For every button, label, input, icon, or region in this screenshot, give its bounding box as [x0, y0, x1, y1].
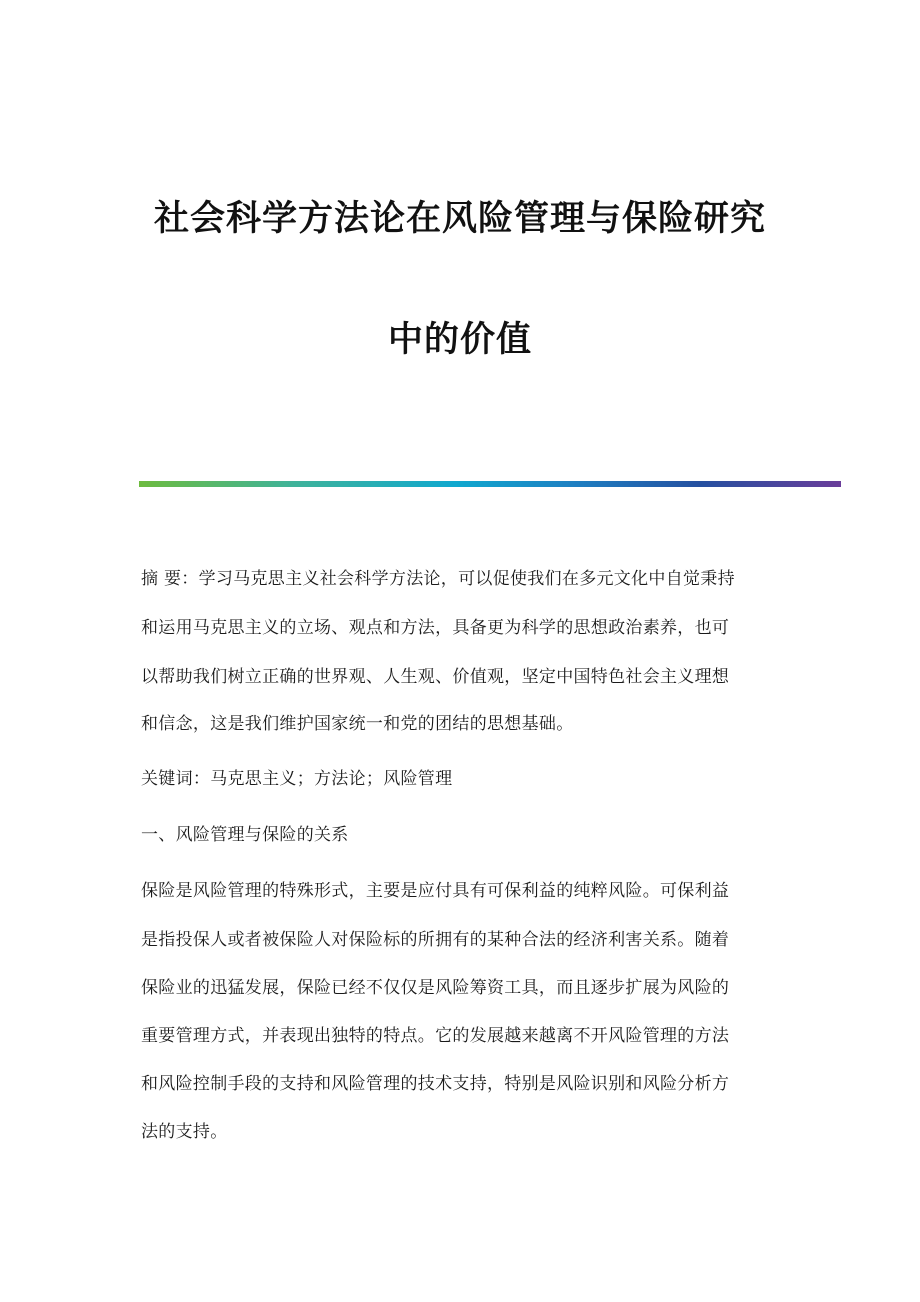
body-line-6: 法的支持。	[141, 1122, 228, 1142]
body-line-4: 重要管理方式，并表现出独特的特点。它的发展越来越离不开风险管理的方法	[141, 1026, 730, 1046]
document-title-line-1: 社会科学方法论在风险管理与保险研究	[153, 198, 766, 239]
body-line-1: 保险是风险管理的特殊形式，主要是应付具有可保利益的纯粹风险。可保利益	[141, 881, 730, 901]
body-line-5: 和风险控制手段的支持和风险管理的技术支持，特别是风险识别和风险分析方	[141, 1074, 730, 1094]
body-line-3: 保险业的迅猛发展，保险已经不仅仅是风险筹资工具，而且逐步扩展为风险的	[141, 978, 730, 998]
abstract-line-4: 和信念，这是我们维护国家统一和党的团结的思想基础。	[141, 714, 574, 734]
abstract-line-3: 以帮助我们树立正确的世界观、人生观、价值观，坚定中国特色社会主义理想	[141, 667, 730, 687]
gradient-divider	[139, 481, 841, 487]
document-title-line-2: 中的价值	[387, 319, 532, 360]
keywords-line: 关键词：马克思主义；方法论；风险管理	[141, 769, 453, 789]
abstract-line-1: 摘 要：学习马克思主义社会科学方法论，可以促使我们在多元文化中自觉秉持	[141, 569, 735, 589]
abstract-line-2: 和运用马克思主义的立场、观点和方法，具备更为科学的思想政治素养，也可	[141, 618, 730, 638]
body-line-2: 是指投保人或者被保险人对保险标的所拥有的某种合法的经济利害关系。随着	[141, 930, 730, 950]
section-heading: 一、风险管理与保险的关系	[141, 825, 349, 845]
